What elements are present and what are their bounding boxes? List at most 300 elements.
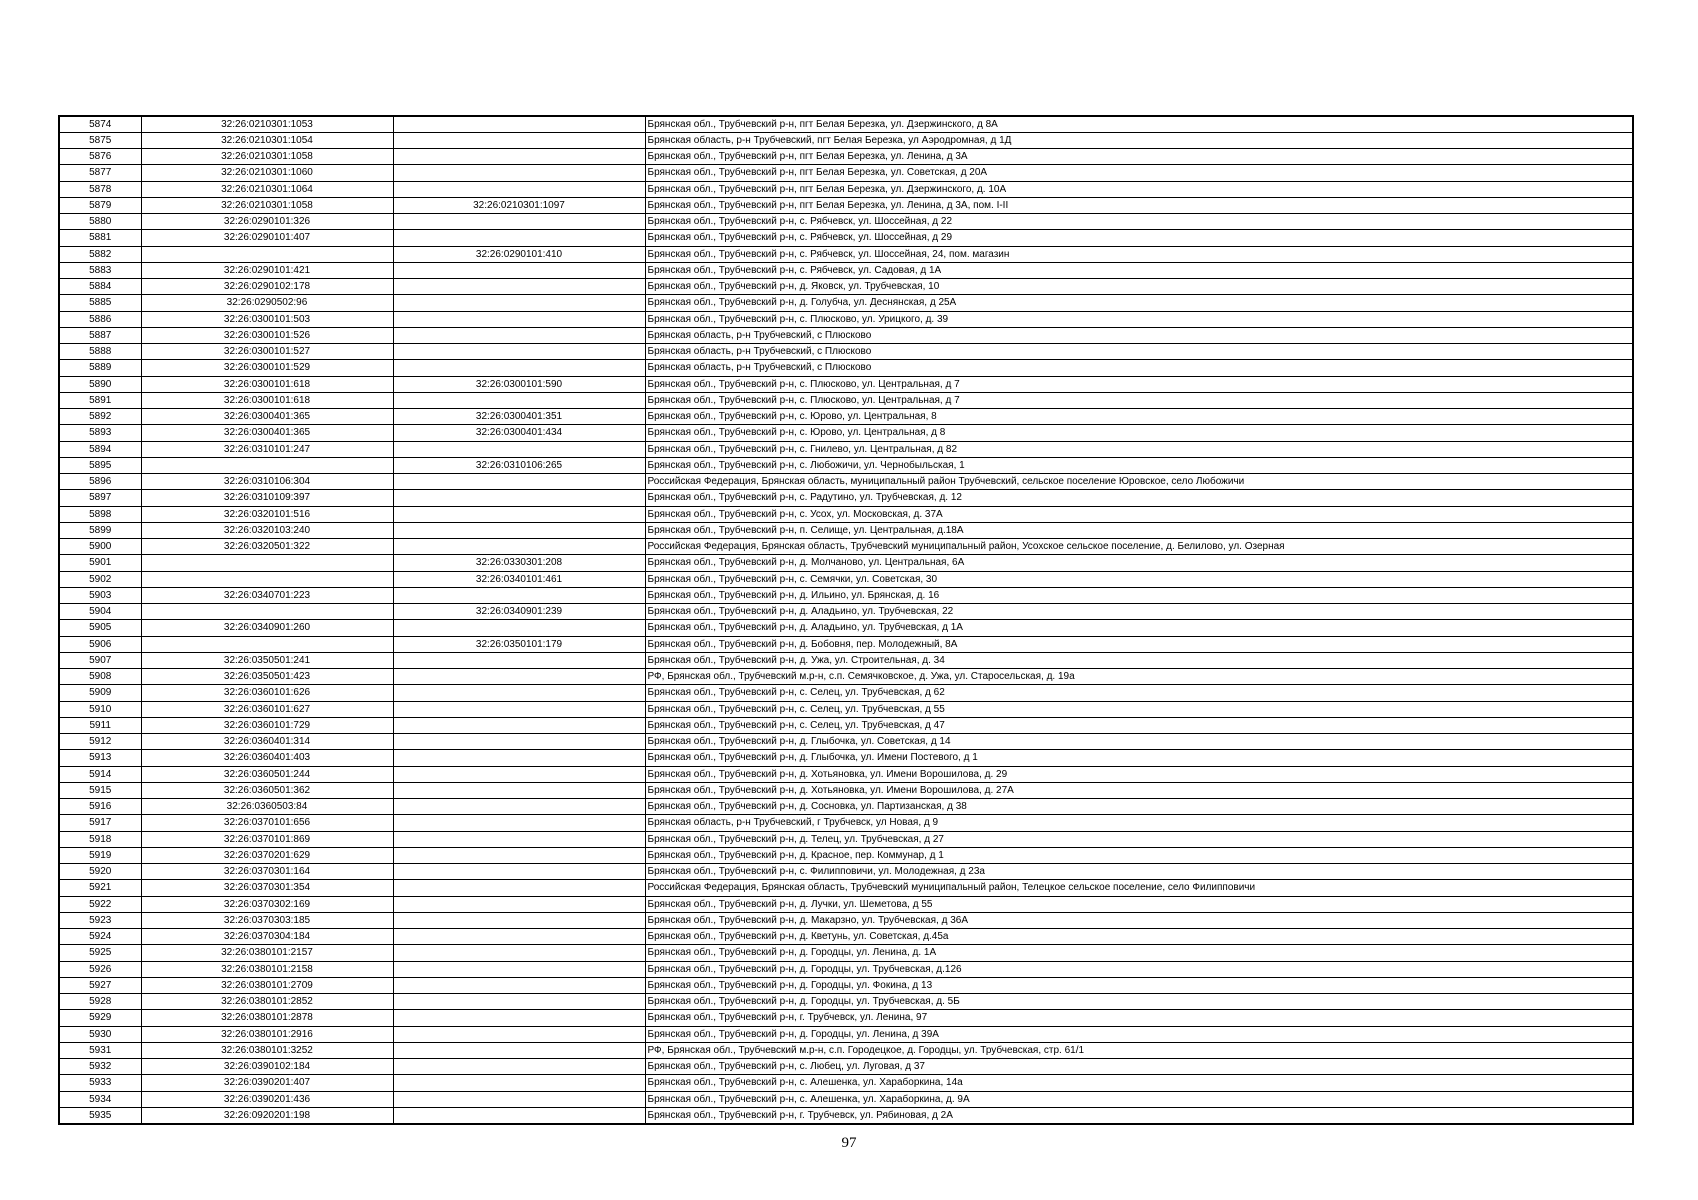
address-cell: Брянская обл., Трубчевский р-н, пгт Белая Березка, ул. Ленина, д 3А, пом. I-II	[645, 197, 1633, 213]
row-number-cell: 5887	[59, 327, 141, 343]
row-number-cell: 5879	[59, 197, 141, 213]
previous-cadastral-number-cell	[393, 669, 645, 685]
row-number-cell: 5881	[59, 230, 141, 246]
previous-cadastral-number-cell	[393, 279, 645, 295]
row-number-cell: 5888	[59, 344, 141, 360]
address-cell: Брянская обл., Трубчевский р-н, д. Красное, пер. Коммунар, д 1	[645, 847, 1633, 863]
address-cell: Брянская обл., Трубчевский р-н, д. Городцы, ул. Ленина, д. 1А	[645, 945, 1633, 961]
address-cell: Брянская область, р-н Трубчевский, с Плюсково	[645, 327, 1633, 343]
address-cell: Брянская обл., Трубчевский р-н, д. Хотьяновка, ул. Имени Ворошилова, д. 27А	[645, 782, 1633, 798]
previous-cadastral-number-cell	[393, 214, 645, 230]
row-number-cell: 5875	[59, 132, 141, 148]
address-cell: Российская Федерация, Брянская область, муниципальный район Трубчевский, сельское поселение Юровское, село Любожичи	[645, 474, 1633, 490]
cadastral-number-cell: 32:26:0380101:2158	[141, 961, 393, 977]
row-number-cell: 5903	[59, 587, 141, 603]
previous-cadastral-number-cell	[393, 587, 645, 603]
cadastral-number-cell: 32:26:0300401:365	[141, 409, 393, 425]
address-cell: Брянская обл., Трубчевский р-н, с. Рябчевск, ул. Садовая, д 1А	[645, 262, 1633, 278]
address-cell: РФ, Брянская обл., Трубчевский м.р-н, с.п. Городецкое, д. Городцы, ул. Трубчевская, стр. 61/1	[645, 1042, 1633, 1058]
previous-cadastral-number-cell	[393, 181, 645, 197]
table-row	[59, 587, 1633, 603]
previous-cadastral-number-cell	[393, 506, 645, 522]
row-number-cell: 5935	[59, 1107, 141, 1123]
previous-cadastral-number-cell	[393, 701, 645, 717]
cadastral-number-cell: 32:26:0360503:84	[141, 799, 393, 815]
cadastral-number-cell: 32:26:0360501:244	[141, 766, 393, 782]
address-cell: Брянская обл., Трубчевский р-н, д. Сосновка, ул. Партизанская, д 38	[645, 799, 1633, 815]
previous-cadastral-number-cell: 32:26:0330301:208	[393, 555, 645, 571]
previous-cadastral-number-cell	[393, 149, 645, 165]
row-number-cell: 5912	[59, 734, 141, 750]
table-row	[59, 1042, 1633, 1058]
row-number-cell: 5902	[59, 571, 141, 587]
property-table-body	[59, 116, 1633, 1124]
row-number-cell: 5931	[59, 1042, 141, 1058]
cadastral-number-cell: 32:26:0360101:627	[141, 701, 393, 717]
address-cell: Брянская обл., Трубчевский р-н, с. Любожичи, ул. Чернобыльская, 1	[645, 457, 1633, 473]
previous-cadastral-number-cell	[393, 262, 645, 278]
cadastral-number-cell: 32:26:0320103:240	[141, 522, 393, 538]
table-row	[59, 214, 1633, 230]
table-row	[59, 1091, 1633, 1107]
previous-cadastral-number-cell	[393, 1059, 645, 1075]
address-cell: Брянская обл., Трубчевский р-н, с. Усох, ул. Московская, д. 37А	[645, 506, 1633, 522]
table-row	[59, 1010, 1633, 1026]
row-number-cell: 5933	[59, 1075, 141, 1091]
table-row	[59, 685, 1633, 701]
address-cell: Брянская обл., Трубчевский р-н, д. Хотьяновка, ул. Имени Ворошилова, д. 29	[645, 766, 1633, 782]
previous-cadastral-number-cell	[393, 522, 645, 538]
cadastral-number-cell: 32:26:0290101:407	[141, 230, 393, 246]
address-cell: Брянская обл., Трубчевский р-н, д. Городцы, ул. Трубчевская, д.126	[645, 961, 1633, 977]
table-row	[59, 799, 1633, 815]
table-row	[59, 506, 1633, 522]
table-row	[59, 295, 1633, 311]
previous-cadastral-number-cell	[393, 392, 645, 408]
previous-cadastral-number-cell	[393, 474, 645, 490]
cadastral-number-cell: 32:26:0300101:527	[141, 344, 393, 360]
table-row	[59, 929, 1633, 945]
previous-cadastral-number-cell	[393, 961, 645, 977]
address-cell: Брянская обл., Трубчевский р-н, с. Филипповичи, ул. Молодежная, д 23а	[645, 864, 1633, 880]
address-cell: Брянская обл., Трубчевский р-н, г. Трубчевск, ул. Рябиновая, д 2А	[645, 1107, 1633, 1123]
cadastral-number-cell: 32:26:0920201:198	[141, 1107, 393, 1123]
table-row	[59, 864, 1633, 880]
address-cell: Брянская область, р-н Трубчевский, г Трубчевск, ул Новая, д 9	[645, 815, 1633, 831]
previous-cadastral-number-cell: 32:26:0300401:434	[393, 425, 645, 441]
address-cell: Брянская обл., Трубчевский р-н, с. Рябчевск, ул. Шоссейная, д 29	[645, 230, 1633, 246]
cadastral-number-cell: 32:26:0350501:423	[141, 669, 393, 685]
table-row	[59, 311, 1633, 327]
cadastral-number-cell: 32:26:0380101:2916	[141, 1026, 393, 1042]
address-cell: Брянская обл., Трубчевский р-н, с. Рябчевск, ул. Шоссейная, д 22	[645, 214, 1633, 230]
table-row	[59, 262, 1633, 278]
address-cell: Брянская область, р-н Трубчевский, с Плюсково	[645, 344, 1633, 360]
address-cell: Брянская область, р-н Трубчевский, пгт Белая Березка, ул Аэродромная, д 1Д	[645, 132, 1633, 148]
table-row	[59, 376, 1633, 392]
cadastral-number-cell: 32:26:0300101:618	[141, 392, 393, 408]
previous-cadastral-number-cell: 32:26:0310106:265	[393, 457, 645, 473]
row-number-cell: 5900	[59, 539, 141, 555]
address-cell: Брянская обл., Трубчевский р-н, с. Селец, ул. Трубчевская, д 47	[645, 717, 1633, 733]
cadastral-number-cell	[141, 636, 393, 652]
cadastral-number-cell: 32:26:0340901:260	[141, 620, 393, 636]
address-cell: Брянская обл., Трубчевский р-н, с. Юрово, ул. Центральная, 8	[645, 409, 1633, 425]
cadastral-number-cell: 32:26:0290102:178	[141, 279, 393, 295]
row-number-cell: 5923	[59, 912, 141, 928]
cadastral-number-cell: 32:26:0360401:314	[141, 734, 393, 750]
table-row	[59, 1026, 1633, 1042]
previous-cadastral-number-cell	[393, 1107, 645, 1123]
cadastral-number-cell: 32:26:0290502:96	[141, 295, 393, 311]
address-cell: Брянская обл., Трубчевский р-н, г. Трубчевск, ул. Ленина, 97	[645, 1010, 1633, 1026]
previous-cadastral-number-cell	[393, 799, 645, 815]
cadastral-number-cell	[141, 246, 393, 262]
previous-cadastral-number-cell	[393, 652, 645, 668]
address-cell: Брянская обл., Трубчевский р-н, пгт Белая Березка, ул. Ленина, д 3А	[645, 149, 1633, 165]
previous-cadastral-number-cell: 32:26:0290101:410	[393, 246, 645, 262]
row-number-cell: 5925	[59, 945, 141, 961]
cadastral-number-cell: 32:26:0320501:322	[141, 539, 393, 555]
previous-cadastral-number-cell	[393, 1026, 645, 1042]
row-number-cell: 5915	[59, 782, 141, 798]
previous-cadastral-number-cell	[393, 230, 645, 246]
cadastral-number-cell: 32:26:0380101:2157	[141, 945, 393, 961]
cadastral-number-cell	[141, 604, 393, 620]
cadastral-number-cell: 32:26:0210301:1058	[141, 149, 393, 165]
table-row	[59, 441, 1633, 457]
previous-cadastral-number-cell: 32:26:0300401:351	[393, 409, 645, 425]
cadastral-number-cell: 32:26:0370301:354	[141, 880, 393, 896]
previous-cadastral-number-cell	[393, 782, 645, 798]
address-cell: Российская Федерация, Брянская область, Трубчевский муниципальный район, Усохское сельское поселение, д. Белилово, ул. Озерная	[645, 539, 1633, 555]
previous-cadastral-number-cell	[393, 896, 645, 912]
previous-cadastral-number-cell: 32:26:0340901:239	[393, 604, 645, 620]
cadastral-number-cell: 32:26:0290101:421	[141, 262, 393, 278]
cadastral-number-cell: 32:26:0370304:184	[141, 929, 393, 945]
table-row	[59, 279, 1633, 295]
table-row	[59, 327, 1633, 343]
previous-cadastral-number-cell	[393, 929, 645, 945]
previous-cadastral-number-cell	[393, 344, 645, 360]
address-cell: Брянская обл., Трубчевский р-н, пгт Белая Березка, ул. Дзержинского, д 8А	[645, 116, 1633, 132]
address-cell: Брянская обл., Трубчевский р-н, д. Аладьино, ул. Трубчевская, 22	[645, 604, 1633, 620]
cadastral-number-cell: 32:26:0380101:2709	[141, 977, 393, 993]
cadastral-number-cell: 32:26:0370302:169	[141, 896, 393, 912]
table-row	[59, 750, 1633, 766]
table-row	[59, 474, 1633, 490]
row-number-cell: 5928	[59, 994, 141, 1010]
address-cell: Брянская обл., Трубчевский р-н, д. Макарзно, ул. Трубчевская, д 36А	[645, 912, 1633, 928]
table-row	[59, 994, 1633, 1010]
table-row	[59, 912, 1633, 928]
previous-cadastral-number-cell: 32:26:0210301:1097	[393, 197, 645, 213]
address-cell: Брянская обл., Трубчевский р-н, д. Городцы, ул. Ленина, д 39А	[645, 1026, 1633, 1042]
row-number-cell: 5934	[59, 1091, 141, 1107]
table-row	[59, 831, 1633, 847]
table-row	[59, 425, 1633, 441]
cadastral-number-cell: 32:26:0320101:516	[141, 506, 393, 522]
previous-cadastral-number-cell	[393, 165, 645, 181]
cadastral-number-cell: 32:26:0210301:1054	[141, 132, 393, 148]
table-row	[59, 701, 1633, 717]
row-number-cell: 5920	[59, 864, 141, 880]
cadastral-number-cell: 32:26:0380101:2878	[141, 1010, 393, 1026]
previous-cadastral-number-cell	[393, 1091, 645, 1107]
address-cell: Брянская обл., Трубчевский р-н, д. Глыбочка, ул. Советская, д 14	[645, 734, 1633, 750]
cadastral-number-cell: 32:26:0350501:241	[141, 652, 393, 668]
cadastral-number-cell: 32:26:0370101:656	[141, 815, 393, 831]
previous-cadastral-number-cell	[393, 864, 645, 880]
address-cell: Брянская обл., Трубчевский р-н, с. Любец, ул. Луговая, д 37	[645, 1059, 1633, 1075]
table-row	[59, 457, 1633, 473]
row-number-cell: 5874	[59, 116, 141, 132]
table-row	[59, 961, 1633, 977]
address-cell: Брянская обл., Трубчевский р-н, с. Плюсково, ул. Центральная, д 7	[645, 392, 1633, 408]
cadastral-number-cell: 32:26:0310109:397	[141, 490, 393, 506]
address-cell: Брянская область, р-н Трубчевский, с Плюсково	[645, 360, 1633, 376]
cadastral-number-cell: 32:26:0360501:362	[141, 782, 393, 798]
table-row	[59, 847, 1633, 863]
previous-cadastral-number-cell	[393, 327, 645, 343]
address-cell: Брянская обл., Трубчевский р-н, с. Селец, ул. Трубчевская, д 62	[645, 685, 1633, 701]
cadastral-number-cell: 32:26:0390201:436	[141, 1091, 393, 1107]
table-row	[59, 132, 1633, 148]
page-number: 97	[841, 1135, 857, 1151]
cadastral-number-cell: 32:26:0390201:407	[141, 1075, 393, 1091]
cadastral-number-cell: 32:26:0380101:2852	[141, 994, 393, 1010]
table-row	[59, 782, 1633, 798]
previous-cadastral-number-cell	[393, 490, 645, 506]
row-number-cell: 5892	[59, 409, 141, 425]
cadastral-number-cell: 32:26:0210301:1058	[141, 197, 393, 213]
table-row	[59, 246, 1633, 262]
row-number-cell: 5880	[59, 214, 141, 230]
table-row	[59, 636, 1633, 652]
row-number-cell: 5896	[59, 474, 141, 490]
table-row	[59, 230, 1633, 246]
cadastral-number-cell: 32:26:0370301:164	[141, 864, 393, 880]
previous-cadastral-number-cell	[393, 1010, 645, 1026]
cadastral-number-cell: 32:26:0310101:247	[141, 441, 393, 457]
table-row	[59, 555, 1633, 571]
previous-cadastral-number-cell	[393, 912, 645, 928]
row-number-cell: 5919	[59, 847, 141, 863]
address-cell: Брянская обл., Трубчевский р-н, с. Плюсково, ул. Центральная, д 7	[645, 376, 1633, 392]
row-number-cell: 5906	[59, 636, 141, 652]
table-row	[59, 717, 1633, 733]
address-cell: Брянская обл., Трубчевский р-н, д. Городцы, ул. Фокина, д 13	[645, 977, 1633, 993]
table-row	[59, 181, 1633, 197]
row-number-cell: 5885	[59, 295, 141, 311]
address-cell: Брянская обл., Трубчевский р-н, д. Ильино, ул. Брянская, д. 16	[645, 587, 1633, 603]
cadastral-number-cell: 32:26:0300101:526	[141, 327, 393, 343]
row-number-cell: 5908	[59, 669, 141, 685]
previous-cadastral-number-cell	[393, 717, 645, 733]
previous-cadastral-number-cell	[393, 116, 645, 132]
cadastral-number-cell: 32:26:0210301:1064	[141, 181, 393, 197]
previous-cadastral-number-cell	[393, 311, 645, 327]
cadastral-number-cell: 32:26:0360101:626	[141, 685, 393, 701]
cadastral-number-cell: 32:26:0390102:184	[141, 1059, 393, 1075]
previous-cadastral-number-cell	[393, 295, 645, 311]
cadastral-number-cell: 32:26:0300101:618	[141, 376, 393, 392]
cadastral-number-cell	[141, 571, 393, 587]
row-number-cell: 5882	[59, 246, 141, 262]
previous-cadastral-number-cell: 32:26:0340101:461	[393, 571, 645, 587]
property-table	[58, 115, 1634, 1125]
previous-cadastral-number-cell	[393, 360, 645, 376]
cadastral-number-cell: 32:26:0340701:223	[141, 587, 393, 603]
address-cell: Брянская обл., Трубчевский р-н, п. Селище, ул. Центральная, д.18А	[645, 522, 1633, 538]
table-row	[59, 734, 1633, 750]
table-row	[59, 165, 1633, 181]
table-row	[59, 945, 1633, 961]
previous-cadastral-number-cell	[393, 766, 645, 782]
row-number-cell: 5913	[59, 750, 141, 766]
row-number-cell: 5893	[59, 425, 141, 441]
row-number-cell: 5910	[59, 701, 141, 717]
table-row	[59, 360, 1633, 376]
previous-cadastral-number-cell	[393, 945, 645, 961]
cadastral-number-cell: 32:26:0300101:529	[141, 360, 393, 376]
table-row	[59, 977, 1633, 993]
row-number-cell: 5884	[59, 279, 141, 295]
address-cell: Брянская обл., Трубчевский р-н, с. Рябчевск, ул. Шоссейная, 24, пом. магазин	[645, 246, 1633, 262]
address-cell: Брянская обл., Трубчевский р-н, с. Алешенка, ул. Хараборкина, д. 9А	[645, 1091, 1633, 1107]
row-number-cell: 5932	[59, 1059, 141, 1075]
address-cell: Брянская обл., Трубчевский р-н, д. Телец, ул. Трубчевская, д 27	[645, 831, 1633, 847]
address-cell: Брянская обл., Трубчевский р-н, д. Голубча, ул. Деснянская, д 25А	[645, 295, 1633, 311]
cadastral-number-cell: 32:26:0360101:729	[141, 717, 393, 733]
address-cell: Брянская обл., Трубчевский р-н, д. Молчаново, ул. Центральная, 6А	[645, 555, 1633, 571]
row-number-cell: 5927	[59, 977, 141, 993]
cadastral-number-cell: 32:26:0310106:304	[141, 474, 393, 490]
row-number-cell: 5907	[59, 652, 141, 668]
address-cell: Брянская обл., Трубчевский р-н, с. Юрово, ул. Центральная, д 8	[645, 425, 1633, 441]
cadastral-number-cell: 32:26:0370101:869	[141, 831, 393, 847]
row-number-cell: 5921	[59, 880, 141, 896]
row-number-cell: 5917	[59, 815, 141, 831]
row-number-cell: 5922	[59, 896, 141, 912]
previous-cadastral-number-cell	[393, 734, 645, 750]
cadastral-number-cell: 32:26:0360401:403	[141, 750, 393, 766]
row-number-cell: 5890	[59, 376, 141, 392]
address-cell: Брянская обл., Трубчевский р-н, д. Яковск, ул. Трубчевская, 10	[645, 279, 1633, 295]
table-row	[59, 344, 1633, 360]
row-number-cell: 5916	[59, 799, 141, 815]
address-cell: Брянская обл., Трубчевский р-н, с. Гнилево, ул. Центральная, д 82	[645, 441, 1633, 457]
row-number-cell: 5895	[59, 457, 141, 473]
address-cell: РФ, Брянская обл., Трубчевский м.р-н, с.п. Семячковское, д. Ужа, ул. Старосельская, д. 19а	[645, 669, 1633, 685]
address-cell: Брянская обл., Трубчевский р-н, пгт Белая Березка, ул. Дзержинского, д. 10А	[645, 181, 1633, 197]
table-row	[59, 620, 1633, 636]
previous-cadastral-number-cell	[393, 994, 645, 1010]
table-row	[59, 1075, 1633, 1091]
cadastral-number-cell: 32:26:0300101:503	[141, 311, 393, 327]
previous-cadastral-number-cell	[393, 539, 645, 555]
table-row	[59, 539, 1633, 555]
table-row	[59, 652, 1633, 668]
row-number-cell: 5926	[59, 961, 141, 977]
address-cell: Брянская обл., Трубчевский р-н, д. Городцы, ул. Трубчевская, д. 5Б	[645, 994, 1633, 1010]
table-row	[59, 392, 1633, 408]
row-number-cell: 5891	[59, 392, 141, 408]
row-number-cell: 5876	[59, 149, 141, 165]
row-number-cell: 5904	[59, 604, 141, 620]
previous-cadastral-number-cell	[393, 685, 645, 701]
table-row	[59, 116, 1633, 132]
row-number-cell: 5930	[59, 1026, 141, 1042]
address-cell: Российская Федерация, Брянская область, Трубчевский муниципальный район, Телецкое сельское поселение, село Филипповичи	[645, 880, 1633, 896]
table-row	[59, 669, 1633, 685]
previous-cadastral-number-cell	[393, 815, 645, 831]
row-number-cell: 5901	[59, 555, 141, 571]
address-cell: Брянская обл., Трубчевский р-н, с. Радутино, ул. Трубчевская, д. 12	[645, 490, 1633, 506]
address-cell: Брянская обл., Трубчевский р-н, д. Лучки, ул. Шеметова, д 55	[645, 896, 1633, 912]
address-cell: Брянская обл., Трубчевский р-н, д. Бобовня, пер. Молодежный, 8А	[645, 636, 1633, 652]
cadastral-number-cell: 32:26:0300401:365	[141, 425, 393, 441]
row-number-cell: 5886	[59, 311, 141, 327]
row-number-cell: 5924	[59, 929, 141, 945]
previous-cadastral-number-cell	[393, 132, 645, 148]
previous-cadastral-number-cell: 32:26:0350101:179	[393, 636, 645, 652]
address-cell: Брянская обл., Трубчевский р-н, д. Кветунь, ул. Советская, д.45а	[645, 929, 1633, 945]
row-number-cell: 5918	[59, 831, 141, 847]
address-cell: Брянская обл., Трубчевский р-н, с. Алешенка, ул. Хараборкина, 14а	[645, 1075, 1633, 1091]
row-number-cell: 5899	[59, 522, 141, 538]
row-number-cell: 5914	[59, 766, 141, 782]
cadastral-number-cell: 32:26:0210301:1060	[141, 165, 393, 181]
cadastral-number-cell: 32:26:0380101:3252	[141, 1042, 393, 1058]
row-number-cell: 5898	[59, 506, 141, 522]
previous-cadastral-number-cell	[393, 831, 645, 847]
address-cell: Брянская обл., Трубчевский р-н, пгт Белая Березка, ул. Советская, д 20А	[645, 165, 1633, 181]
address-cell: Брянская обл., Трубчевский р-н, д. Глыбочка, ул. Имени Постевого, д 1	[645, 750, 1633, 766]
previous-cadastral-number-cell	[393, 1042, 645, 1058]
cadastral-number-cell: 32:26:0370201:629	[141, 847, 393, 863]
cadastral-number-cell	[141, 555, 393, 571]
address-cell: Брянская обл., Трубчевский р-н, с. Семячки, ул. Советская, 30	[645, 571, 1633, 587]
row-number-cell: 5889	[59, 360, 141, 376]
row-number-cell: 5877	[59, 165, 141, 181]
previous-cadastral-number-cell	[393, 750, 645, 766]
row-number-cell: 5905	[59, 620, 141, 636]
previous-cadastral-number-cell	[393, 880, 645, 896]
cadastral-number-cell: 32:26:0370303:185	[141, 912, 393, 928]
table-row	[59, 149, 1633, 165]
row-number-cell: 5894	[59, 441, 141, 457]
table-row	[59, 815, 1633, 831]
table-row	[59, 490, 1633, 506]
cadastral-number-cell	[141, 457, 393, 473]
table-row	[59, 1107, 1633, 1123]
table-row	[59, 409, 1633, 425]
previous-cadastral-number-cell	[393, 1075, 645, 1091]
table-row	[59, 604, 1633, 620]
table-row	[59, 766, 1633, 782]
table-row	[59, 1059, 1633, 1075]
previous-cadastral-number-cell	[393, 977, 645, 993]
previous-cadastral-number-cell	[393, 441, 645, 457]
address-cell: Брянская обл., Трубчевский р-н, д. Аладьино, ул. Трубчевская, д 1А	[645, 620, 1633, 636]
row-number-cell: 5929	[59, 1010, 141, 1026]
previous-cadastral-number-cell	[393, 620, 645, 636]
row-number-cell: 5897	[59, 490, 141, 506]
table-row	[59, 522, 1633, 538]
previous-cadastral-number-cell: 32:26:0300101:590	[393, 376, 645, 392]
address-cell: Брянская обл., Трубчевский р-н, с. Селец, ул. Трубчевская, д 55	[645, 701, 1633, 717]
